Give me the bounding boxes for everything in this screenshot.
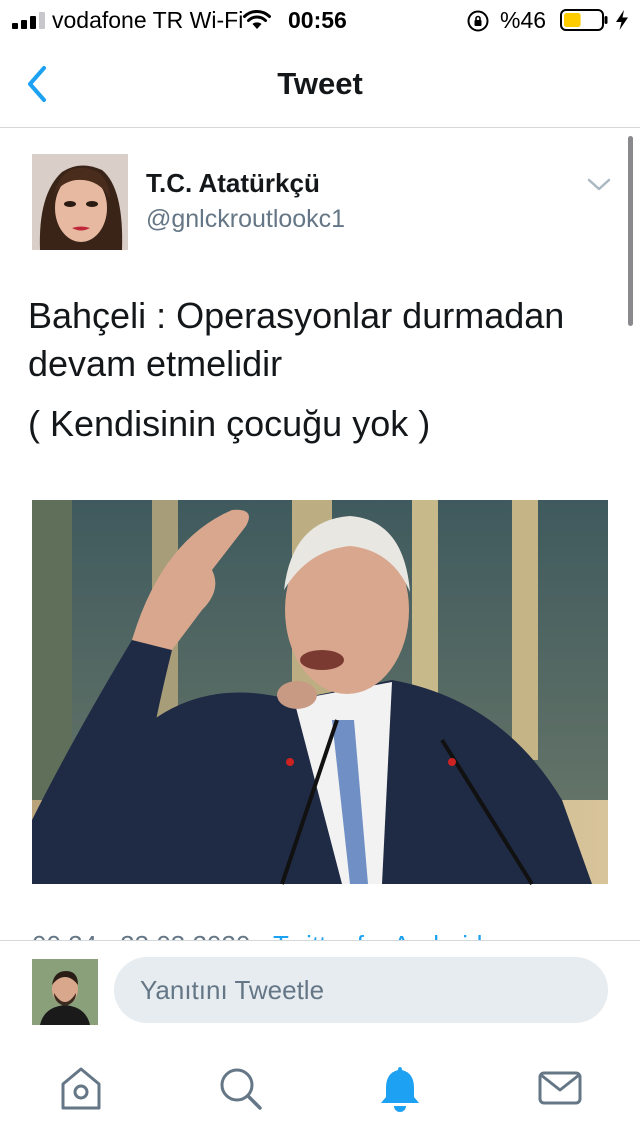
signal-icon xyxy=(12,11,45,29)
my-avatar[interactable] xyxy=(32,959,98,1025)
nav-bar xyxy=(0,40,640,128)
reply-input[interactable]: Yanıtını Tweetle xyxy=(114,957,608,1023)
author-name[interactable]: T.C. Atatürkçü xyxy=(146,168,320,198)
tweet-text-line2: ( Kendisinin çocuğu yok ) xyxy=(28,403,431,444)
home-icon[interactable] xyxy=(57,1064,105,1112)
tab-bar xyxy=(0,1040,640,1136)
page-title: Tweet xyxy=(277,66,363,101)
orientation-lock-icon xyxy=(466,9,490,33)
scroll-indicator xyxy=(628,136,633,326)
tweet-text xyxy=(28,292,618,448)
mail-icon[interactable] xyxy=(536,1064,584,1112)
search-icon[interactable] xyxy=(216,1064,264,1112)
chevron-down-icon[interactable] xyxy=(586,176,612,194)
wifi-icon xyxy=(243,10,271,30)
clock: 00:56 xyxy=(288,7,347,33)
charging-icon xyxy=(614,9,630,31)
tweet-photo[interactable] xyxy=(32,500,608,884)
battery-icon xyxy=(560,8,608,32)
tweet-text-line1: Bahçeli : Operasyonlar durmadan devam etmelidir xyxy=(28,295,565,384)
author-avatar[interactable] xyxy=(32,154,128,250)
reply-bar xyxy=(0,940,640,1036)
author-handle[interactable]: @gnlckroutlookc1 xyxy=(146,205,346,233)
bell-icon[interactable] xyxy=(376,1064,424,1112)
status-bar xyxy=(0,0,640,40)
battery-percent: %46 xyxy=(500,7,547,33)
carrier-label: vodafone TR Wi-Fi xyxy=(52,7,244,33)
tweet-meta xyxy=(32,923,622,941)
